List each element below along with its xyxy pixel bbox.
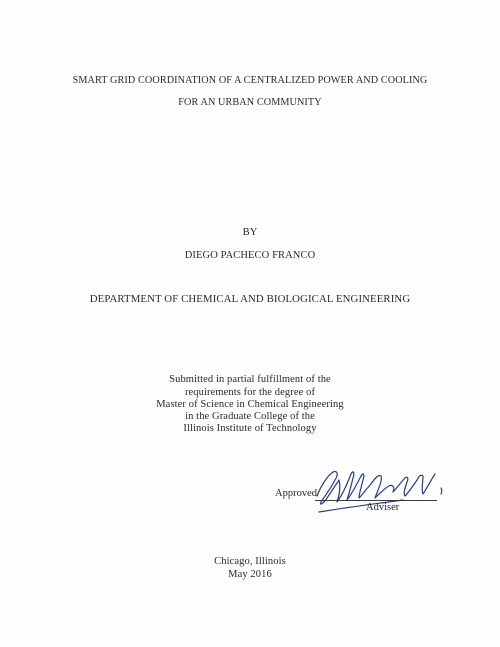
location: Chicago, Illinois xyxy=(214,556,286,567)
submission-line-4: in the Graduate College of the xyxy=(185,411,315,422)
department-name: DEPARTMENT OF CHEMICAL AND BIOLOGICAL ENGINEERING xyxy=(89,293,411,305)
submission-line-1: Submitted in partial fulfillment of the xyxy=(169,374,331,385)
approved-label: Approved xyxy=(275,488,317,499)
thesis-title-line-2: FOR AN URBAN COMMUNITY xyxy=(178,97,322,108)
author-name: DIEGO PACHECO FRANCO xyxy=(184,250,316,261)
submission-line-5: Illinois Institute of Technology xyxy=(183,423,317,434)
submission-line-3: Master of Science in Chemical Engineering xyxy=(156,399,344,410)
submission-line-2: requirements for the degree of xyxy=(184,387,316,398)
adviser-label: Adviser xyxy=(366,502,400,513)
by-label: BY xyxy=(242,227,258,238)
signature-line xyxy=(315,500,437,501)
submission-date: May 2016 xyxy=(228,569,272,580)
thesis-title-line-1: SMART GRID COORDINATION OF A CENTRALIZED POWER AND COOLING xyxy=(72,75,428,86)
